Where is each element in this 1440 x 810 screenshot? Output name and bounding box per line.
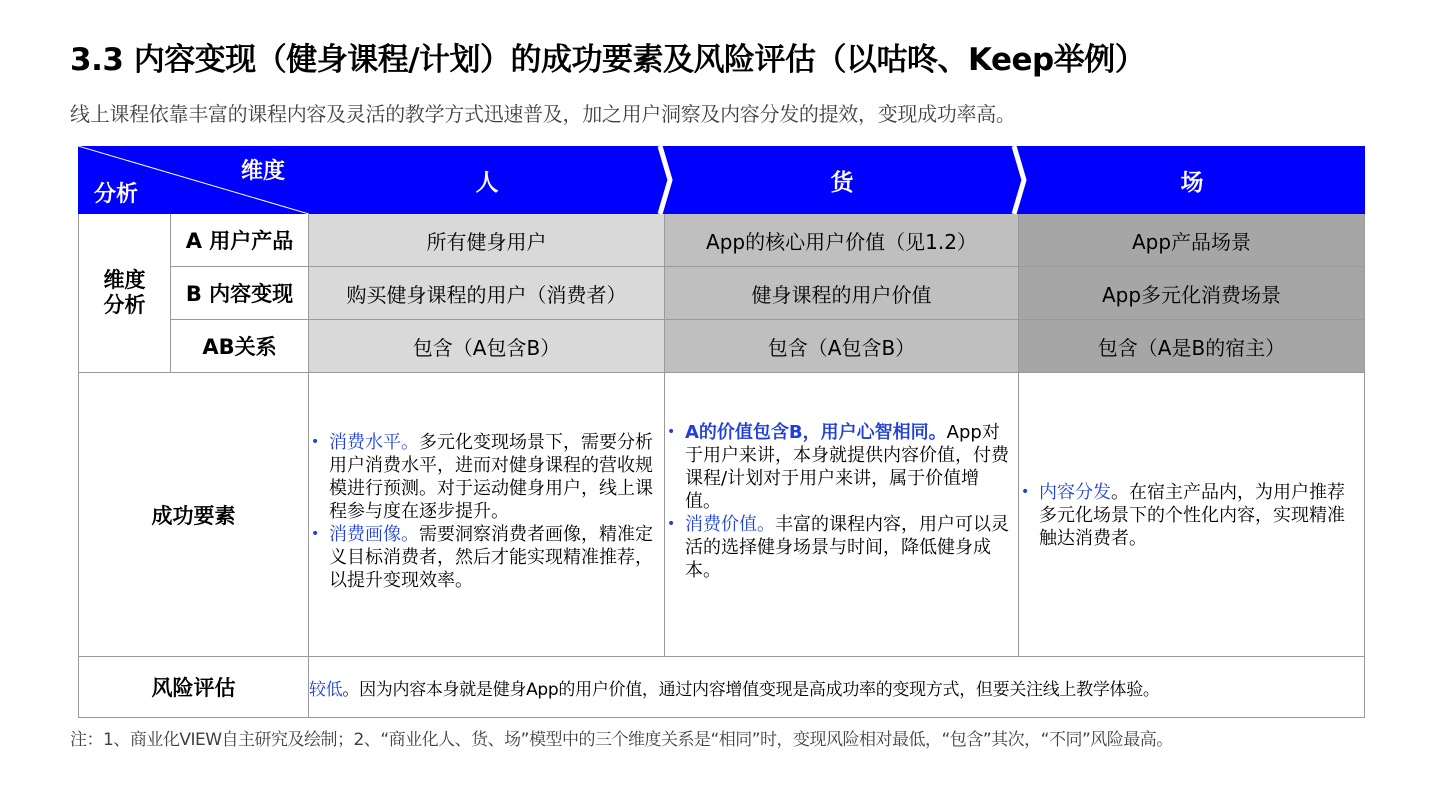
row-ab-chang-text: 包含（A是B的宿主）: [1097, 335, 1286, 360]
dimension-group-text: 维度 分析: [103, 268, 146, 317]
risk-content: [309, 657, 1365, 718]
row-a-label-text: A 用户产品: [185, 229, 294, 253]
row-a-huo: [665, 214, 1019, 267]
bullet-icon: •: [667, 424, 676, 440]
analysis-table: [78, 146, 1365, 718]
bullet-text: 多元化变现场景下，需要分析用户消费水平，进而对健身课程的营收规模进行预测。对于运动健身用户，线上课程参与度在逐步提升。: [329, 432, 653, 522]
success-chang: [1019, 373, 1365, 657]
bullet-text: 需要洞察消费者画像，精准定义目标消费者，然后才能实现精准推荐，以提升变现效率。: [329, 524, 653, 591]
row-ab-chang: [1019, 320, 1365, 373]
header-chevrons: [78, 146, 1365, 214]
header-huo-label: 货: [830, 169, 854, 196]
bullet-icon: •: [311, 434, 320, 450]
row-b-huo: [665, 267, 1019, 320]
bullet-text: App对于用户来讲，本身就提供内容价值，付费课程/计划对于用户来讲，属于价值增值。: [685, 422, 1009, 512]
header-dimension-label: 维度: [240, 159, 285, 184]
page-subtitle: 线上课程依靠丰富的课程内容及灵活的教学方式迅速普及，加之用户洞察及内容分发的提效，变现成功率高。: [70, 102, 1016, 126]
risk-text: 。因为内容本身就是健身App的用户价值，通过内容增值变现是高成功率的变现方式，但要关注线上教学体验。: [342, 679, 1160, 700]
row-ab-ren: [309, 320, 665, 373]
row-a-chang: [1019, 214, 1365, 267]
row-ab-label-text: AB关系: [202, 335, 277, 359]
row-a-ren: [309, 214, 665, 267]
row-a-label: [171, 214, 309, 267]
header-chang-label: 场: [1180, 169, 1204, 196]
row-a-huo-text: App的核心用户价值（见1.2）: [706, 229, 977, 254]
success-huo-bullet-2: [665, 513, 1012, 582]
bullet-icon: •: [311, 526, 320, 542]
bullet-key: 消费水平。: [329, 432, 419, 453]
bullet-text: 。在宿主产品内，为用户推荐多元化场景下的个性化内容，实现精准触达消费者。: [1039, 482, 1345, 549]
row-b-ren: [309, 267, 665, 320]
bullet-text: 丰富的课程内容，用户可以灵活的选择健身场景与时间，降低健身成本。: [685, 514, 1009, 581]
row-b-chang: [1019, 267, 1365, 320]
bullet-key: 内容分发: [1039, 482, 1111, 503]
row-ab-huo: [665, 320, 1019, 373]
bullet-key: 消费价值。: [685, 514, 775, 535]
dimension-group-label: [78, 214, 171, 373]
bullet-icon: •: [1021, 484, 1030, 500]
bullet-key: 消费画像。: [329, 524, 419, 545]
success-huo-bullet-1: [665, 421, 1012, 513]
success-huo: [665, 373, 1019, 657]
risk-label-text: 风险评估: [151, 676, 236, 700]
bullet-icon: •: [667, 516, 676, 532]
row-b-label: [171, 267, 309, 320]
row-b-huo-text: 健身课程的用户价值: [751, 282, 932, 307]
success-label-text: 成功要素: [151, 503, 236, 528]
success-ren-bullet-1: [309, 431, 660, 523]
row-b-chang-text: App多元化消费场景: [1101, 282, 1282, 307]
header-analysis-label: 分析: [94, 182, 139, 207]
row-ab-label: [171, 320, 309, 373]
row-b-label-text: B 内容变现: [185, 282, 294, 306]
row-a-ren-text: 所有健身用户: [426, 229, 547, 254]
success-ren: [309, 373, 665, 657]
row-ab-ren-text: 包含（A包含B）: [412, 335, 561, 360]
success-ren-bullet-2: [309, 523, 660, 592]
risk-key: 较低: [309, 679, 343, 700]
row-b-ren-text: 购买健身课程的用户（消费者）: [346, 282, 627, 307]
row-ab-huo-text: 包含（A包含B）: [767, 335, 916, 360]
success-chang-bullet-1: [1019, 481, 1356, 550]
bullet-key: A的价值包含B，用户心智相同。: [685, 422, 947, 443]
success-label: [78, 373, 309, 657]
header-ren-label: 人: [475, 169, 499, 196]
page-title: 3.3 内容变现（健身课程/计划）的成功要素及风险评估（以咕咚、Keep举例）: [70, 42, 1146, 78]
risk-label: [78, 657, 309, 718]
footnote: 注：1、商业化VIEW自主研究及绘制；2、“商业化人、货、场”模型中的三个维度关系是“相同”时，变现风险相对最低，“包含”其次，“不同”风险最高。: [70, 730, 1173, 750]
row-a-chang-text: App产品场景: [1131, 229, 1252, 254]
